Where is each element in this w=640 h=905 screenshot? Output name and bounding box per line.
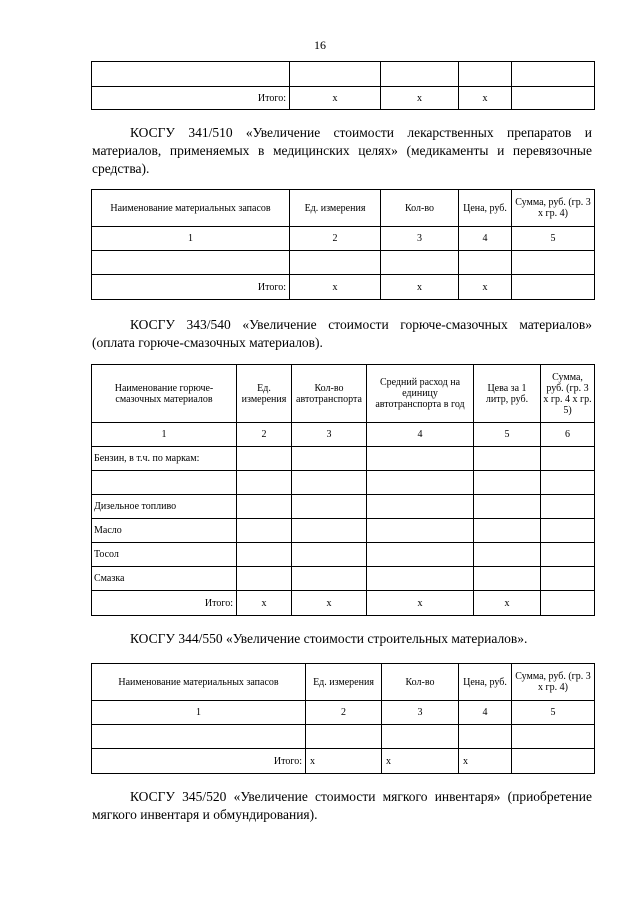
table-row bbox=[92, 725, 595, 749]
table-total-row bbox=[92, 591, 595, 616]
column-number: 4 bbox=[367, 423, 474, 447]
table-kosgu-341 bbox=[91, 189, 595, 300]
table-row bbox=[92, 471, 595, 495]
column-header: Ед. измерения bbox=[306, 664, 382, 701]
row-label: Бензин, в т.ч. по маркам: bbox=[92, 447, 237, 471]
column-header: Сумма, руб. (гр. 3 х гр. 4) bbox=[512, 664, 595, 701]
table-row bbox=[92, 519, 595, 543]
total-cell: х bbox=[290, 87, 381, 110]
paragraph-kosgu-344: КОСГУ 344/550 «Увеличение стоимости строительных материалов». bbox=[130, 631, 528, 646]
table-continuation bbox=[91, 61, 595, 110]
column-number: 3 bbox=[292, 423, 367, 447]
column-number: 3 bbox=[381, 227, 459, 251]
column-number: 5 bbox=[512, 227, 595, 251]
column-header: Сумма, руб. (гр. 3 х гр. 4 х гр. 5) bbox=[541, 365, 595, 423]
paragraph-kosgu-345: КОСГУ 345/520 «Увеличение стоимости мягкого инвентаря» (приобретение мягкого инвентаря и обмундирования). bbox=[92, 789, 592, 822]
column-number: 2 bbox=[306, 701, 382, 725]
column-header: Наименование материальных запасов bbox=[92, 190, 290, 227]
row-label: Дизельное топливо bbox=[92, 495, 237, 519]
total-cell: х bbox=[474, 591, 541, 616]
column-number: 4 bbox=[459, 227, 512, 251]
column-number: 6 bbox=[541, 423, 595, 447]
total-label: Итого: bbox=[92, 749, 306, 774]
table-header-row bbox=[92, 664, 595, 701]
column-header: Цева за 1 литр, руб. bbox=[474, 365, 541, 423]
total-cell: х bbox=[292, 591, 367, 616]
column-header: Цена, руб. bbox=[459, 190, 512, 227]
row-label: Смазка bbox=[92, 567, 237, 591]
table-row bbox=[92, 567, 595, 591]
total-cell: х bbox=[381, 87, 459, 110]
column-number: 5 bbox=[512, 701, 595, 725]
column-number: 3 bbox=[382, 701, 459, 725]
row-label: Тосол bbox=[92, 543, 237, 567]
paragraph-kosgu-341: КОСГУ 341/510 «Увеличение стоимости лекарственных препаратов и материалов, применяемых в медицинских целях» (медикаменты и перевязочные средства). bbox=[92, 125, 592, 176]
table-row bbox=[92, 62, 595, 87]
table-header-row bbox=[92, 190, 595, 227]
column-header: Кол-во bbox=[382, 664, 459, 701]
column-number-row bbox=[92, 227, 595, 251]
column-number: 1 bbox=[92, 701, 306, 725]
column-header: Наименование материальных запасов bbox=[92, 664, 306, 701]
column-header: Наименование горюче-смазочных материалов bbox=[92, 365, 237, 423]
column-header: Ед. измерения bbox=[290, 190, 381, 227]
total-cell: х bbox=[459, 749, 512, 774]
table-row bbox=[92, 495, 595, 519]
total-cell: х bbox=[459, 87, 512, 110]
table-row bbox=[92, 447, 595, 471]
table-kosgu-344 bbox=[91, 663, 595, 774]
column-number: 4 bbox=[459, 701, 512, 725]
column-number-row bbox=[92, 701, 595, 725]
column-number: 2 bbox=[290, 227, 381, 251]
column-header: Ед. измерения bbox=[237, 365, 292, 423]
total-cell: х bbox=[306, 749, 382, 774]
paragraph-kosgu-343: КОСГУ 343/540 «Увеличение стоимости горюче-смазочных материалов» (оплата горюче-смазочных материалов). bbox=[92, 317, 592, 350]
page-number: 16 bbox=[314, 38, 326, 52]
column-number: 2 bbox=[237, 423, 292, 447]
table-total-row bbox=[92, 87, 595, 110]
total-cell: х bbox=[382, 749, 459, 774]
total-cell: х bbox=[459, 275, 512, 300]
total-cell: х bbox=[367, 591, 474, 616]
column-number-row bbox=[92, 423, 595, 447]
row-label: Масло bbox=[92, 519, 237, 543]
column-number: 5 bbox=[474, 423, 541, 447]
total-cell: х bbox=[237, 591, 292, 616]
column-header: Сумма, руб. (гр. 3 х гр. 4) bbox=[512, 190, 595, 227]
column-header: Кол-во автотранспорта bbox=[292, 365, 367, 423]
total-cell: х bbox=[290, 275, 381, 300]
total-label: Итого: bbox=[92, 591, 237, 616]
total-label: Итого: bbox=[92, 275, 290, 300]
table-row bbox=[92, 251, 595, 275]
row-label bbox=[92, 471, 237, 495]
table-header-row bbox=[92, 365, 595, 423]
column-header: Кол-во bbox=[381, 190, 459, 227]
column-header: Цена, руб. bbox=[459, 664, 512, 701]
total-cell: х bbox=[381, 275, 459, 300]
column-number: 1 bbox=[92, 423, 237, 447]
table-row bbox=[92, 543, 595, 567]
table-kosgu-343 bbox=[91, 364, 595, 616]
column-header: Средний расход на единицу автотранспорта в год bbox=[367, 365, 474, 423]
column-number: 1 bbox=[92, 227, 290, 251]
table-total-row bbox=[92, 275, 595, 300]
table-total-row bbox=[92, 749, 595, 774]
total-label: Итого: bbox=[92, 87, 290, 110]
